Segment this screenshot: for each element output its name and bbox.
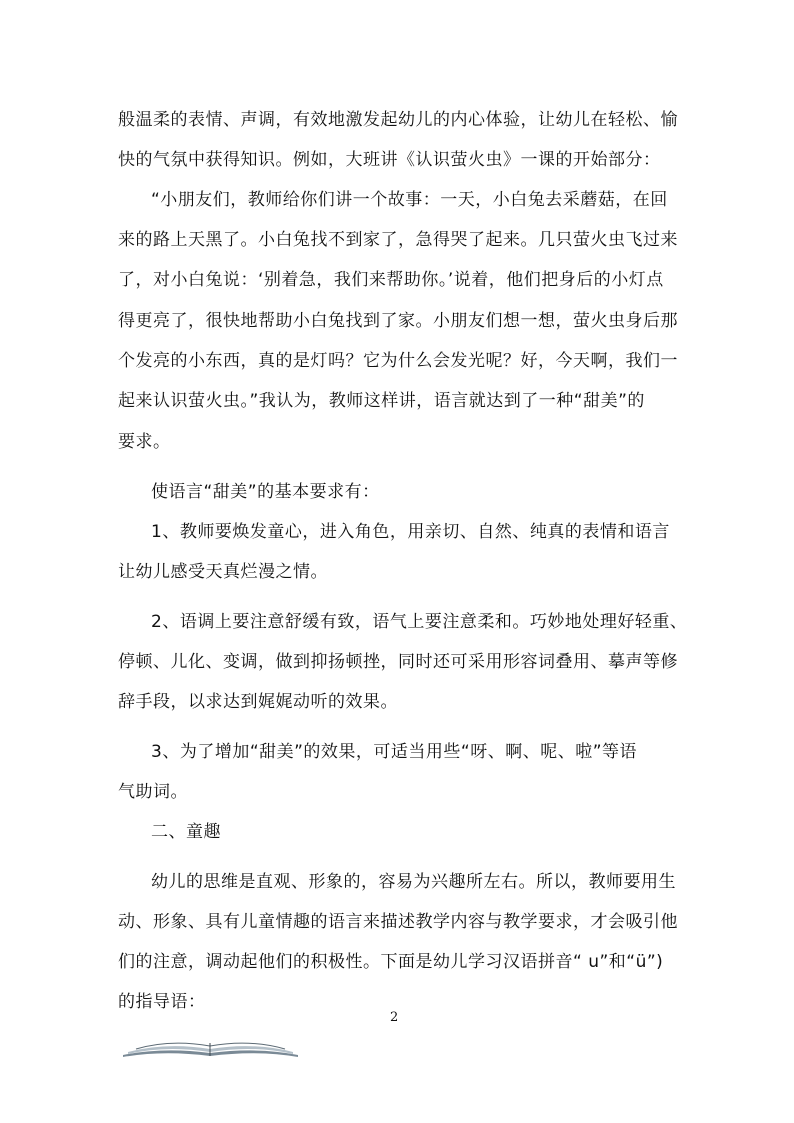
text-line: 快的气氛中获得知识。例如，大班讲《认识萤火虫》一课的开始部分： bbox=[118, 150, 661, 170]
text-line: 让幼儿感受天真烂漫之情。 bbox=[118, 562, 328, 582]
text-line: 3、为了增加“甜美”的效果，可适当用些“呀、啊、呢、啦”等语 bbox=[151, 742, 638, 762]
text-line: 了，对小白兔说：‘别着急，我们来帮助你。’说着，他们把身后的小灯点 bbox=[118, 270, 664, 290]
text-line: 停顿、儿化、变调，做到抑扬顿挫，同时还可采用形容词叠用、摹声等修 bbox=[118, 652, 678, 672]
text-line: 2、语调上要注意舒缓有致，语气上要注意柔和。巧妙地处理好轻重、 bbox=[151, 612, 688, 632]
page-number: 2 bbox=[390, 1010, 399, 1025]
text-line: 辞手段，以求达到娓娓动听的效果。 bbox=[118, 692, 398, 712]
text-line: 起来认识萤火虫。”我认为，教师这样讲，语言就达到了一种“甜美”的 bbox=[118, 391, 645, 411]
open-book-icon bbox=[118, 1035, 303, 1059]
text-line: 使语言“甜美”的基本要求有： bbox=[151, 482, 380, 502]
text-line: 气助词。 bbox=[118, 782, 188, 802]
text-line: 们的注意，调动起他们的积极性。下面是幼儿学习汉语拼音“ u”和“ü”) bbox=[118, 952, 664, 972]
text-line: 个发亮的小东西，真的是灯吗？它为什么会发光呢？好，今天啊，我们一 bbox=[118, 351, 678, 371]
text-line: 1、教师要焕发童心，进入角色，用亲切、自然、纯真的表情和语言 bbox=[151, 522, 670, 542]
text-line: 般温柔的表情、声调，有效地激发起幼儿的内心体验，让幼儿在轻松、愉 bbox=[118, 110, 678, 130]
text-line: 得更亮了，很快地帮助小白兔找到了家。小朋友们想一想，萤火虫身后那 bbox=[118, 311, 678, 331]
section-heading: 二、童趣 bbox=[151, 822, 221, 842]
text-line: 的指导语： bbox=[118, 992, 206, 1012]
text-line: 来的路上天黑了。小白兔找不到家了，急得哭了起来。几只萤火虫飞过来 bbox=[118, 230, 678, 250]
text-line: “小朋友们，教师给你们讲一个故事：一天，小白兔去采蘑菇，在回 bbox=[151, 190, 668, 210]
text-line: 幼儿的思维是直观、形象的，容易为兴趣所左右。所以，教师要用生 bbox=[151, 872, 676, 892]
text-line: 动、形象、具有儿童情趣的语言来描述教学内容与教学要求，才会吸引他 bbox=[118, 912, 678, 932]
text-line: 要求。 bbox=[118, 432, 171, 452]
